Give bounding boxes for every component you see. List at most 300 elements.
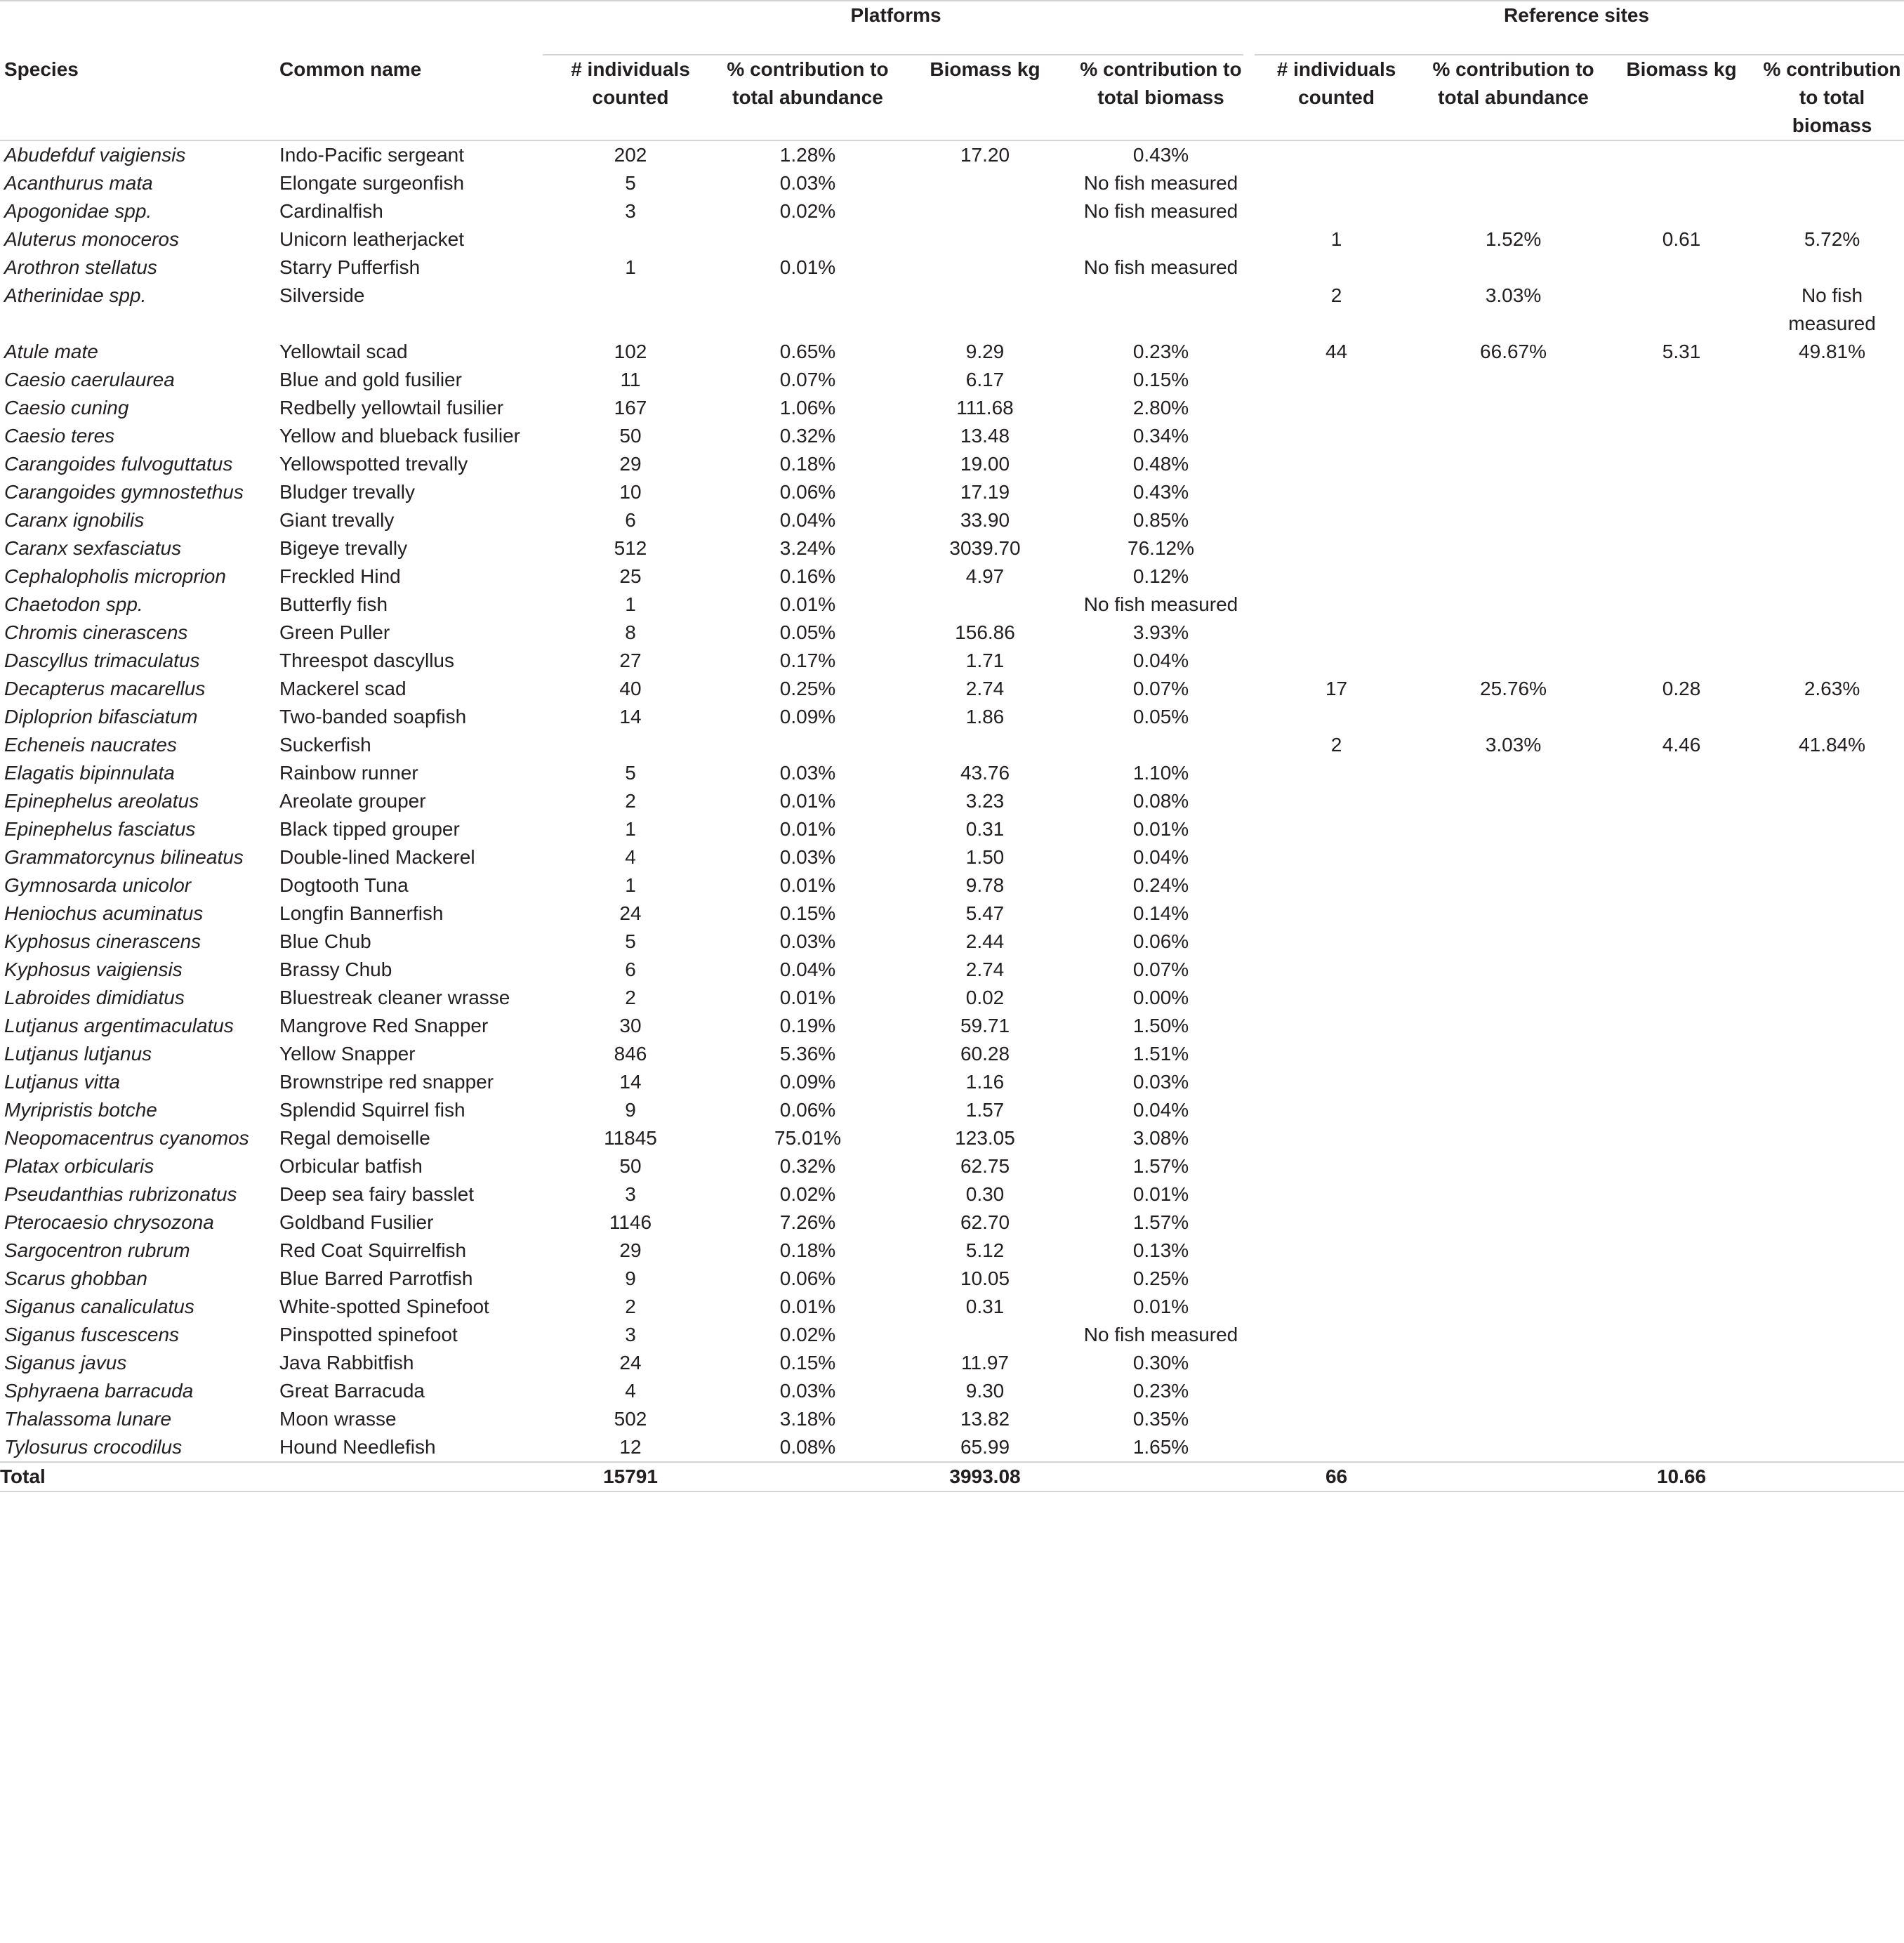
cell-reference-biomass (1603, 1405, 1760, 1433)
cell-platforms-biomass: 1.71 (965, 650, 1005, 671)
cell-platforms-biomass: 17.19 (960, 481, 1010, 503)
cell-reference-biomass (1603, 534, 1760, 562)
cell-reference-biomass (1603, 562, 1760, 591)
cell-reference-individuals (1249, 1405, 1424, 1433)
column-header-reference-pct-abundance: % contribution to total abundance (1432, 58, 1594, 108)
total-empty-cell (1073, 1462, 1249, 1491)
cell-common-name: Black tipped grouper (279, 818, 460, 840)
cell-common-name: Threespot dascyllus (279, 650, 455, 671)
cell-platforms-pct-abundance: 0.18% (779, 1239, 836, 1261)
table-row (0, 506, 1904, 534)
cell-platforms-individuals: 202 (614, 144, 647, 166)
cell-common-name: Cardinalfish (279, 200, 383, 222)
table-row (0, 1012, 1904, 1040)
cell-common-name: Double-lined Mackerel (279, 846, 475, 868)
cell-platforms-biomass: 2.44 (965, 930, 1005, 952)
column-header-species: Species (4, 58, 79, 80)
table-row (0, 422, 1904, 450)
table-row (0, 1208, 1904, 1237)
cell-common-name: Orbicular batfish (279, 1155, 423, 1177)
cell-reference-individuals (1249, 1124, 1424, 1152)
cell-platforms-individuals: 167 (614, 397, 647, 419)
cell-platforms-biomass: 13.82 (960, 1408, 1010, 1430)
cell-reference-biomass (1603, 1208, 1760, 1237)
cell-reference-biomass (1603, 253, 1760, 282)
cell-platforms-pct-biomass: 0.06% (1132, 930, 1189, 952)
total-platforms-biomass: 3993.08 (949, 1466, 1021, 1487)
cell-reference-pct-biomass (1760, 1068, 1904, 1096)
cell-platforms-pct-biomass: 0.13% (1132, 1239, 1189, 1261)
cell-reference-individuals (1249, 647, 1424, 675)
cell-common-name: Java Rabbitfish (279, 1352, 414, 1374)
table-row (0, 1040, 1904, 1068)
cell-platforms-pct-biomass: 0.01% (1132, 1296, 1189, 1317)
cell-common-name: Bluestreak cleaner wrasse (279, 987, 510, 1008)
cell-reference-biomass (1603, 197, 1760, 225)
cell-species: Platax orbicularis (4, 1155, 154, 1177)
cell-reference-biomass (1603, 703, 1760, 731)
column-header-reference-biomass: Biomass kg (1626, 58, 1737, 80)
cell-common-name: Longfin Bannerfish (279, 902, 444, 924)
cell-platforms-individuals: 102 (614, 341, 647, 362)
cell-common-name: Dogtooth Tuna (279, 874, 409, 896)
cell-reference-pct-abundance (1424, 140, 1603, 169)
cell-platforms-pct-abundance: 0.09% (779, 1071, 836, 1093)
cell-reference-pct-biomass (1760, 815, 1904, 843)
cell-common-name: Green Puller (279, 621, 390, 643)
cell-platforms-individuals: 24 (619, 1352, 642, 1374)
cell-reference-pct-abundance (1424, 759, 1603, 787)
cell-reference-individuals (1249, 1377, 1424, 1405)
cell-common-name: Freckled Hind (279, 565, 401, 587)
cell-platforms-individuals: 512 (614, 537, 647, 559)
cell-reference-pct-biomass (1760, 197, 1904, 225)
cell-platforms-biomass: 10.05 (960, 1267, 1010, 1289)
cell-reference-individuals (1249, 1068, 1424, 1096)
cell-species: Heniochus acuminatus (4, 902, 204, 924)
cell-platforms-pct-biomass: 0.85% (1132, 509, 1189, 531)
cell-common-name: Yellow and blueback fusilier (279, 425, 520, 447)
cell-reference-pct-biomass (1760, 1040, 1904, 1068)
cell-reference-individuals (1249, 478, 1424, 506)
cell-platforms-pct-abundance: 7.26% (779, 1211, 836, 1233)
cell-reference-individuals (1249, 871, 1424, 900)
cell-reference-individuals: 2 (1330, 734, 1342, 756)
table-row (0, 900, 1904, 928)
cell-common-name: Elongate surgeonfish (279, 172, 465, 194)
total-empty-cell (279, 1462, 543, 1491)
table-row (0, 366, 1904, 394)
cell-platforms-pct-biomass: No fish measured (1083, 172, 1238, 194)
cell-common-name: Indo-Pacific sergeant (279, 144, 465, 166)
cell-platforms-individuals: 24 (619, 902, 642, 924)
cell-reference-pct-biomass: No fish measured (1788, 284, 1876, 334)
cell-species: Labroides dimidiatus (4, 987, 185, 1008)
cell-platforms-biomass: 4.97 (965, 565, 1005, 587)
cell-species: Epinephelus fasciatus (4, 818, 196, 840)
cell-species: Lutjanus lutjanus (4, 1043, 152, 1065)
table-row (0, 562, 1904, 591)
cell-reference-biomass (1603, 478, 1760, 506)
table-row (0, 1152, 1904, 1180)
cell-common-name: Silverside (279, 284, 365, 306)
cell-platforms-biomass (897, 1321, 1073, 1349)
cell-platforms-pct-abundance: 0.04% (779, 509, 836, 531)
cell-common-name: Unicorn leatherjacket (279, 228, 465, 250)
cell-reference-pct-abundance (1424, 900, 1603, 928)
table-row (0, 1180, 1904, 1208)
cell-common-name: Giant trevally (279, 509, 395, 531)
cell-platforms-biomass: 0.31 (965, 1296, 1005, 1317)
group-header-reference-sites: Reference sites (1249, 1, 1904, 55)
cell-platforms-individuals: 11845 (604, 1127, 657, 1149)
cell-platforms-pct-abundance: 0.02% (779, 1324, 836, 1345)
cell-reference-biomass (1603, 1293, 1760, 1321)
cell-reference-pct-abundance (1424, 787, 1603, 815)
cell-reference-biomass (1603, 1180, 1760, 1208)
cell-reference-pct-biomass (1760, 478, 1904, 506)
cell-platforms-pct-abundance: 0.07% (779, 369, 836, 390)
cell-species: Siganus fuscescens (4, 1324, 180, 1345)
cell-reference-pct-abundance (1424, 1293, 1603, 1321)
cell-platforms-pct-abundance: 0.09% (779, 706, 836, 727)
cell-reference-pct-biomass (1760, 619, 1904, 647)
cell-reference-individuals (1249, 1265, 1424, 1293)
cell-platforms-individuals: 10 (619, 481, 642, 503)
column-header-platforms-pct-abundance: % contribution to total abundance (727, 58, 889, 108)
cell-reference-biomass (1603, 591, 1760, 619)
cell-reference-pct-abundance (1424, 394, 1603, 422)
cell-reference-pct-biomass (1760, 843, 1904, 871)
cell-species: Sargocentron rubrum (4, 1239, 190, 1261)
cell-platforms-pct-biomass: 3.93% (1132, 621, 1189, 643)
cell-species: Scarus ghobban (4, 1267, 147, 1289)
cell-reference-pct-biomass: 2.63% (1804, 678, 1860, 699)
cell-species: Apogonidae spp. (4, 200, 152, 222)
cell-platforms-pct-biomass (1073, 731, 1249, 759)
cell-reference-pct-biomass (1760, 1124, 1904, 1152)
cell-common-name: Mangrove Red Snapper (279, 1015, 489, 1036)
cell-reference-pct-biomass (1760, 1265, 1904, 1293)
cell-species: Kyphosus cinerascens (4, 930, 201, 952)
table-row (0, 394, 1904, 422)
cell-platforms-biomass: 62.75 (960, 1155, 1010, 1177)
cell-platforms-individuals: 1146 (609, 1211, 652, 1233)
cell-reference-biomass (1603, 140, 1760, 169)
cell-platforms-individuals: 5 (625, 762, 636, 784)
table-row (0, 787, 1904, 815)
cell-platforms-individuals: 3 (625, 1183, 636, 1205)
cell-platforms-pct-biomass: 0.01% (1132, 1183, 1189, 1205)
cell-reference-individuals (1249, 1152, 1424, 1180)
table-row (0, 450, 1904, 478)
cell-reference-individuals (1249, 1208, 1424, 1237)
cell-reference-pct-abundance (1424, 815, 1603, 843)
cell-reference-individuals (1249, 956, 1424, 984)
cell-platforms-pct-abundance: 0.32% (779, 425, 836, 447)
cell-reference-individuals: 17 (1325, 678, 1348, 699)
cell-reference-biomass (1603, 1349, 1760, 1377)
cell-platforms-individuals: 846 (614, 1043, 647, 1065)
cell-platforms-pct-biomass: 0.43% (1132, 481, 1189, 503)
cell-platforms-individuals: 1 (625, 818, 636, 840)
cell-species: Lutjanus argentimaculatus (4, 1015, 234, 1036)
cell-platforms-individuals: 8 (625, 621, 636, 643)
total-empty-cell (718, 1462, 897, 1491)
cell-reference-pct-abundance (1424, 1237, 1603, 1265)
cell-reference-pct-abundance (1424, 450, 1603, 478)
cell-platforms-pct-abundance: 0.19% (779, 1015, 836, 1036)
cell-species: Tylosurus crocodilus (4, 1436, 183, 1458)
cell-species: Caesio cuning (4, 397, 129, 419)
cell-reference-pct-abundance: 1.52% (1485, 228, 1542, 250)
cell-platforms-pct-abundance: 0.06% (779, 1267, 836, 1289)
cell-species: Caranx ignobilis (4, 509, 145, 531)
table-row (0, 731, 1904, 759)
cell-platforms-biomass: 1.16 (965, 1071, 1005, 1093)
cell-reference-individuals (1249, 703, 1424, 731)
cell-reference-pct-biomass (1760, 1180, 1904, 1208)
cell-reference-pct-biomass (1760, 253, 1904, 282)
table-row (0, 1293, 1904, 1321)
cell-reference-biomass (1603, 956, 1760, 984)
cell-reference-pct-abundance (1424, 619, 1603, 647)
cell-platforms-pct-biomass: No fish measured (1083, 256, 1238, 278)
cell-reference-biomass (1603, 787, 1760, 815)
cell-species: Kyphosus vaigiensis (4, 959, 183, 980)
cell-platforms-biomass (897, 731, 1073, 759)
cell-reference-individuals: 1 (1330, 228, 1342, 250)
cell-platforms-pct-biomass: 0.43% (1132, 144, 1189, 166)
cell-reference-pct-abundance (1424, 1265, 1603, 1293)
cell-platforms-individuals: 502 (614, 1408, 647, 1430)
cell-reference-pct-abundance (1424, 1012, 1603, 1040)
cell-platforms-pct-biomass: 0.07% (1132, 678, 1189, 699)
cell-reference-individuals (1249, 591, 1424, 619)
cell-reference-pct-biomass: 49.81% (1799, 341, 1866, 362)
cell-common-name: Redbelly yellowtail fusilier (279, 397, 504, 419)
cell-common-name: Yellowtail scad (279, 341, 408, 362)
cell-reference-biomass: 0.61 (1662, 228, 1701, 250)
cell-platforms-pct-abundance (718, 225, 897, 253)
cell-platforms-individuals: 1 (625, 256, 636, 278)
cell-platforms-pct-biomass: 1.65% (1132, 1436, 1189, 1458)
cell-platforms-individuals: 9 (625, 1099, 636, 1121)
cell-reference-individuals (1249, 900, 1424, 928)
cell-platforms-pct-abundance: 5.36% (779, 1043, 836, 1065)
cell-reference-pct-biomass (1760, 140, 1904, 169)
cell-reference-pct-biomass (1760, 703, 1904, 731)
cell-platforms-biomass: 0.02 (965, 987, 1005, 1008)
column-header-row (0, 55, 1904, 140)
cell-platforms-biomass: 60.28 (960, 1043, 1010, 1065)
table-row (0, 591, 1904, 619)
cell-reference-pct-biomass (1760, 394, 1904, 422)
cell-platforms-pct-biomass: 0.24% (1132, 874, 1189, 896)
table-row (0, 169, 1904, 197)
cell-reference-pct-abundance: 25.76% (1480, 678, 1547, 699)
cell-reference-biomass (1603, 900, 1760, 928)
cell-reference-individuals (1249, 450, 1424, 478)
cell-platforms-biomass: 0.30 (965, 1183, 1005, 1205)
cell-species: Sphyraena barracuda (4, 1380, 194, 1402)
cell-reference-pct-biomass (1760, 169, 1904, 197)
cell-platforms-biomass: 33.90 (960, 509, 1010, 531)
cell-platforms-pct-abundance: 0.01% (779, 1296, 836, 1317)
cell-species: Acanthurus mata (4, 172, 153, 194)
cell-platforms-individuals: 14 (619, 706, 642, 727)
cell-reference-individuals (1249, 169, 1424, 197)
cell-platforms-pct-biomass: 0.30% (1132, 1352, 1189, 1374)
cell-species: Echeneis naucrates (4, 734, 177, 756)
cell-platforms-biomass: 1.50 (965, 846, 1005, 868)
cell-common-name: Starry Pufferfish (279, 256, 421, 278)
cell-reference-pct-biomass (1760, 787, 1904, 815)
cell-reference-pct-biomass (1760, 871, 1904, 900)
cell-platforms-pct-abundance: 0.03% (779, 930, 836, 952)
cell-species: Pterocaesio chrysozona (4, 1211, 214, 1233)
cell-platforms-individuals: 9 (625, 1267, 636, 1289)
cell-platforms-pct-biomass (1073, 282, 1249, 338)
cell-species: Carangoides gymnostethus (4, 481, 244, 503)
table-row (0, 984, 1904, 1012)
cell-reference-biomass (1603, 1012, 1760, 1040)
cell-platforms-biomass: 17.20 (960, 144, 1010, 166)
cell-platforms-biomass: 6.17 (965, 369, 1005, 390)
cell-reference-individuals (1249, 140, 1424, 169)
cell-platforms-biomass: 9.78 (965, 874, 1005, 896)
cell-species: Aluterus monoceros (4, 228, 180, 250)
cell-reference-individuals (1249, 843, 1424, 871)
cell-reference-individuals (1249, 1012, 1424, 1040)
cell-reference-biomass (1603, 815, 1760, 843)
cell-platforms-biomass: 1.86 (965, 706, 1005, 727)
cell-species: Chaetodon spp. (4, 593, 143, 615)
cell-platforms-pct-biomass: 0.23% (1132, 341, 1189, 362)
cell-platforms-individuals: 2 (625, 790, 636, 812)
cell-species: Decapterus macarellus (4, 678, 206, 699)
cell-platforms-individuals: 29 (619, 453, 642, 475)
cell-platforms-individuals: 11 (620, 369, 641, 390)
cell-reference-biomass (1603, 1377, 1760, 1405)
table-row (0, 759, 1904, 787)
total-reference-biomass: 10.66 (1656, 1466, 1707, 1487)
cell-species: Diploprion bifasciatum (4, 706, 198, 727)
cell-reference-pct-biomass (1760, 1377, 1904, 1405)
table-row (0, 1349, 1904, 1377)
cell-reference-pct-abundance (1424, 1208, 1603, 1237)
cell-reference-pct-biomass: 41.84% (1799, 734, 1866, 756)
cell-platforms-pct-biomass: 0.04% (1132, 846, 1189, 868)
cell-reference-pct-abundance (1424, 703, 1603, 731)
cell-reference-biomass (1603, 1040, 1760, 1068)
cell-platforms-pct-abundance: 0.06% (779, 481, 836, 503)
cell-species: Carangoides fulvoguttatus (4, 453, 233, 475)
cell-reference-pct-biomass (1760, 506, 1904, 534)
cell-platforms-biomass (897, 282, 1073, 338)
cell-platforms-pct-biomass: 2.80% (1132, 397, 1189, 419)
cell-species: Neopomacentrus cyanomos (4, 1127, 249, 1149)
cell-platforms-individuals (543, 225, 718, 253)
table-row (0, 1265, 1904, 1293)
table-row (0, 1096, 1904, 1124)
cell-platforms-individuals: 5 (625, 172, 636, 194)
cell-platforms-biomass: 9.30 (965, 1380, 1005, 1402)
cell-platforms-biomass (897, 197, 1073, 225)
cell-platforms-individuals: 12 (619, 1436, 642, 1458)
cell-species: Dascyllus trimaculatus (4, 650, 200, 671)
cell-platforms-pct-biomass: 0.03% (1132, 1071, 1189, 1093)
cell-common-name: Brassy Chub (279, 959, 392, 980)
cell-common-name: Butterfly fish (279, 593, 388, 615)
table-row (0, 1433, 1904, 1462)
cell-platforms-individuals: 3 (625, 200, 636, 222)
cell-reference-biomass (1603, 647, 1760, 675)
cell-reference-pct-biomass (1760, 984, 1904, 1012)
cell-reference-pct-biomass: 5.72% (1804, 228, 1860, 250)
cell-platforms-pct-abundance: 0.17% (779, 650, 836, 671)
cell-platforms-biomass (897, 169, 1073, 197)
cell-species: Siganus javus (4, 1352, 127, 1374)
cell-platforms-individuals: 40 (619, 678, 642, 699)
cell-platforms-pct-abundance: 0.05% (779, 621, 836, 643)
cell-reference-pct-biomass (1760, 534, 1904, 562)
cell-common-name: White-spotted Spinefoot (279, 1296, 489, 1317)
cell-reference-biomass (1603, 450, 1760, 478)
cell-reference-pct-abundance (1424, 506, 1603, 534)
cell-reference-biomass (1603, 282, 1760, 338)
cell-common-name: Great Barracuda (279, 1380, 425, 1402)
cell-reference-pct-biomass (1760, 928, 1904, 956)
cell-platforms-pct-abundance: 0.01% (779, 874, 836, 896)
table-row (0, 225, 1904, 253)
cell-common-name: Bludger trevally (279, 481, 415, 503)
cell-reference-pct-biomass (1760, 1208, 1904, 1237)
cell-common-name: Goldband Fusilier (279, 1211, 434, 1233)
cell-platforms-individuals: 50 (619, 1155, 642, 1177)
cell-platforms-individuals (543, 731, 718, 759)
table-row (0, 197, 1904, 225)
cell-platforms-individuals (543, 282, 718, 338)
cell-common-name: Rainbow runner (279, 762, 418, 784)
cell-platforms-pct-abundance: 0.01% (779, 256, 836, 278)
column-header-reference-individuals: # individuals counted (1276, 58, 1396, 108)
table-row (0, 871, 1904, 900)
cell-reference-biomass (1603, 1265, 1760, 1293)
cell-platforms-individuals: 1 (625, 874, 636, 896)
cell-reference-pct-biomass (1760, 1405, 1904, 1433)
cell-reference-biomass (1603, 928, 1760, 956)
cell-platforms-biomass: 2.74 (965, 678, 1005, 699)
cell-reference-pct-biomass (1760, 759, 1904, 787)
cell-reference-individuals (1249, 984, 1424, 1012)
cell-common-name: Brownstripe red snapper (279, 1071, 494, 1093)
cell-reference-individuals (1249, 534, 1424, 562)
cell-platforms-pct-biomass: 0.14% (1132, 902, 1189, 924)
cell-reference-individuals (1249, 759, 1424, 787)
cell-platforms-pct-biomass: 0.23% (1132, 1380, 1189, 1402)
cell-platforms-pct-biomass: 1.50% (1132, 1015, 1189, 1036)
cell-reference-individuals (1249, 1293, 1424, 1321)
cell-reference-pct-biomass (1760, 647, 1904, 675)
table-row (0, 1124, 1904, 1152)
cell-platforms-biomass: 5.12 (965, 1239, 1005, 1261)
cell-reference-pct-biomass (1760, 562, 1904, 591)
cell-reference-individuals (1249, 1180, 1424, 1208)
cell-common-name: Blue and gold fusilier (279, 369, 462, 390)
column-header-common-name: Common name (279, 58, 422, 80)
cell-reference-pct-abundance (1424, 1068, 1603, 1096)
